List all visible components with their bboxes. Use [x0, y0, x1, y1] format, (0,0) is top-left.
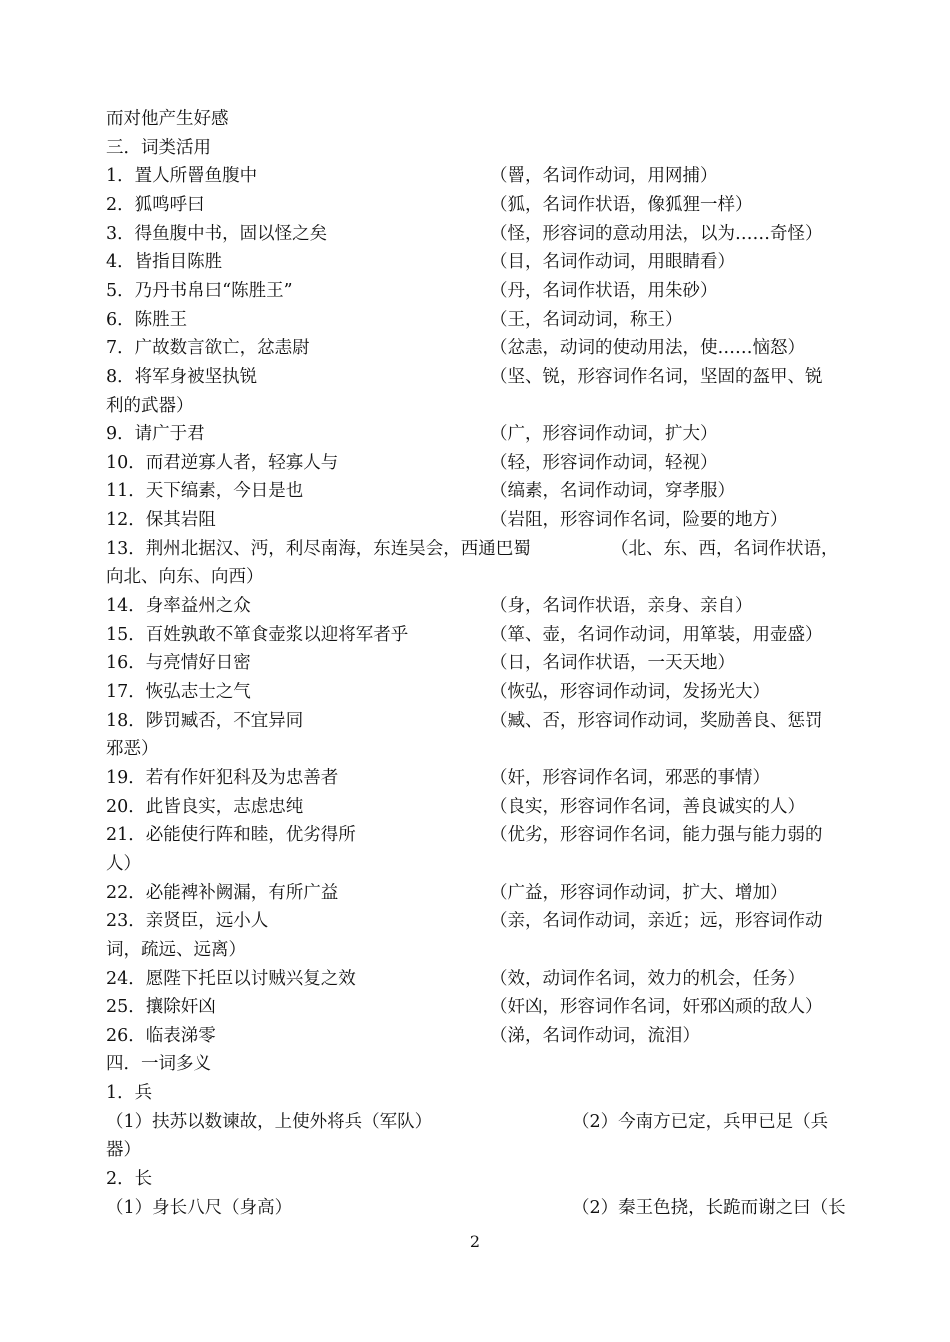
line-left-text: 20．此皆良实，志虑忠纯 — [106, 796, 304, 817]
page-number: 2 — [469, 1232, 481, 1251]
text-line — [106, 1022, 850, 1051]
text-line — [106, 363, 850, 392]
line-right-text: （2）秦王色挠，长跪而谢之曰（长 — [572, 1197, 846, 1218]
text-line — [106, 907, 850, 936]
line-left-text: 邪恶） — [106, 739, 159, 760]
line-left-text: 17．恢弘志士之气 — [106, 682, 251, 702]
text-line — [106, 879, 850, 908]
line-right-text: （效，动词作名词，效力的机会，任务） — [490, 968, 805, 989]
line-left-text: 15．百姓孰敢不箪食壶浆以迎将军者乎 — [106, 624, 409, 645]
text-line — [106, 735, 850, 764]
line-left-text: 三．词类活用 — [106, 137, 211, 158]
line-left-text: 21．必能使行阵和睦，优劣得所 — [106, 825, 356, 846]
line-left-text: 22．必能裨补阙漏，有所广益 — [106, 882, 339, 903]
text-line — [106, 449, 850, 478]
line-left-text: 2．狐鸣呼曰 — [106, 194, 205, 215]
text-line — [106, 678, 850, 707]
text-line — [106, 936, 850, 965]
line-right-text: （王，名词动词，称王） — [490, 309, 683, 330]
line-right-text: （岩阻，形容词作名词，险要的地方） — [490, 510, 788, 531]
line-left-text: 9．请广于君 — [106, 424, 205, 445]
line-right-text: （奸凶，形容词作名词，奸邪凶顽的敌人） — [490, 997, 823, 1018]
text-line — [106, 162, 850, 191]
line-left-text: 3．得鱼腹中书，固以怪之矣 — [106, 223, 328, 244]
text-line — [106, 506, 850, 535]
text-line — [106, 563, 850, 592]
text-line — [106, 993, 850, 1022]
line-right-text: （北、东、西，名词作状语， — [611, 538, 839, 559]
line-left-text: 7．广故数言欲亡，忿恚尉 — [106, 338, 310, 359]
line-left-text: 4．皆指目陈胜 — [106, 252, 223, 273]
line-left-text: 词，疏远、远离） — [106, 939, 246, 960]
line-right-text: （箪、壶，名词作动词，用箪装，用壶盛） — [490, 624, 823, 645]
line-left-text: 24．愿陛下托臣以讨贼兴复之效 — [106, 968, 356, 989]
line-right-text: （轻，形容词作动词，轻视） — [490, 452, 718, 473]
text-line — [106, 535, 850, 564]
line-right-text: （目，名词作动词，用眼睛看） — [490, 252, 735, 273]
line-right-text: （2）今南方已定，兵甲已足（兵 — [572, 1111, 829, 1132]
text-line — [106, 191, 850, 220]
text-line — [106, 1136, 850, 1165]
line-left-text: 而对他产生好感 — [106, 109, 229, 129]
text-line — [106, 1194, 850, 1223]
text-line — [106, 821, 850, 850]
line-right-text: （亲，名词作动词，亲近；远，形容词作动 — [490, 911, 823, 932]
line-right-text: （罾，名词作动词，用网捕） — [490, 166, 718, 187]
text-line — [106, 105, 850, 134]
line-left-text: 1．置人所罾鱼腹中 — [106, 166, 258, 187]
line-right-text: （坚、锐，形容词作名词，坚固的盔甲、锐 — [490, 366, 823, 387]
line-right-text: （身，名词作状语，亲身、亲自） — [490, 596, 753, 617]
line-left-text: 四．一词多义 — [106, 1054, 211, 1075]
text-line — [106, 1050, 850, 1079]
text-line — [106, 134, 850, 163]
line-left-text: 12．保其岩阻 — [106, 510, 216, 531]
text-line — [106, 277, 850, 306]
line-right-text: （日，名词作状语，一天天地） — [490, 653, 735, 674]
text-line — [106, 793, 850, 822]
line-right-text: （广益，形容词作动词，扩大、增加） — [490, 882, 788, 903]
line-left-text: 2．长 — [106, 1169, 153, 1190]
line-left-text: 11．天下缟素，今日是也 — [106, 481, 304, 502]
line-left-text: 向北、向东、向西） — [106, 567, 264, 588]
line-right-text: （恢弘，形容词作动词，发扬光大） — [490, 682, 770, 702]
text-line — [106, 334, 850, 363]
line-right-text: （狐，名词作状语，像狐狸一样） — [490, 194, 753, 215]
line-right-text: （臧、否，形容词作动词，奖励善良、惩罚 — [490, 710, 823, 731]
line-left-text: 6．陈胜王 — [106, 309, 188, 330]
text-line — [106, 850, 850, 879]
text-line — [106, 1079, 850, 1108]
line-right-text: （丹，名词作状语，用朱砂） — [490, 280, 718, 301]
line-left-text: 利的武器） — [106, 395, 194, 416]
line-left-text: 器） — [106, 1140, 141, 1161]
text-line — [106, 248, 850, 277]
line-right-text: （奸，形容词作名词，邪恶的事情） — [490, 767, 770, 788]
text-line — [106, 477, 850, 506]
text-line — [106, 420, 850, 449]
line-left-text: 26．临表涕零 — [106, 1025, 216, 1046]
text-line — [106, 1108, 850, 1137]
line-left-text: 人） — [106, 853, 141, 874]
text-line — [106, 220, 850, 249]
line-left-text: 10．而君逆寡人者，轻寡人与 — [106, 452, 339, 473]
line-left-text: 5．乃丹书帛曰“陈胜王” — [106, 280, 293, 301]
text-line — [106, 707, 850, 736]
line-right-text: （涕，名词作动词，流泪） — [490, 1025, 700, 1046]
line-left-text: 19．若有作奸犯科及为忠善者 — [106, 767, 339, 788]
line-right-text: （缟素，名词作动词，穿孝服） — [490, 481, 735, 502]
text-line — [106, 764, 850, 793]
line-right-text: （忿恚，动词的使动用法，使……恼怒） — [490, 338, 805, 359]
line-right-text: （优劣，形容词作名词，能力强与能力弱的 — [490, 825, 823, 846]
text-line — [106, 392, 850, 421]
text-line — [106, 621, 850, 650]
line-left-text: （1）扶苏以数谏故，上使外将兵（军队） — [106, 1111, 433, 1132]
line-left-text: （1）身长八尺（身高） — [106, 1197, 293, 1218]
line-right-text: （良实，形容词作名词，善良诚实的人） — [490, 796, 805, 817]
line-right-text: （广，形容词作动词，扩大） — [490, 424, 718, 445]
line-left-text: 23．亲贤臣，远小人 — [106, 911, 269, 932]
line-left-text: 14．身率益州之众 — [106, 596, 251, 617]
line-left-text: 8．将军身被坚执锐 — [106, 366, 258, 387]
line-left-text: 1．兵 — [106, 1083, 153, 1104]
line-left-text: 25．攘除奸凶 — [106, 997, 216, 1018]
line-right-text: （怪，形容词的意动用法，以为……奇怪） — [490, 223, 823, 244]
text-line — [106, 592, 850, 621]
text-line — [106, 965, 850, 994]
line-left-text: 18．陟罚臧否，不宜异同 — [106, 710, 304, 731]
line-left-text: 16．与亮情好日密 — [106, 653, 251, 674]
text-line — [106, 1165, 850, 1194]
line-left-text: 13．荆州北据汉、沔，利尽南海，东连吴会，西通巴蜀 — [106, 538, 531, 559]
text-line — [106, 306, 850, 335]
text-line — [106, 649, 850, 678]
